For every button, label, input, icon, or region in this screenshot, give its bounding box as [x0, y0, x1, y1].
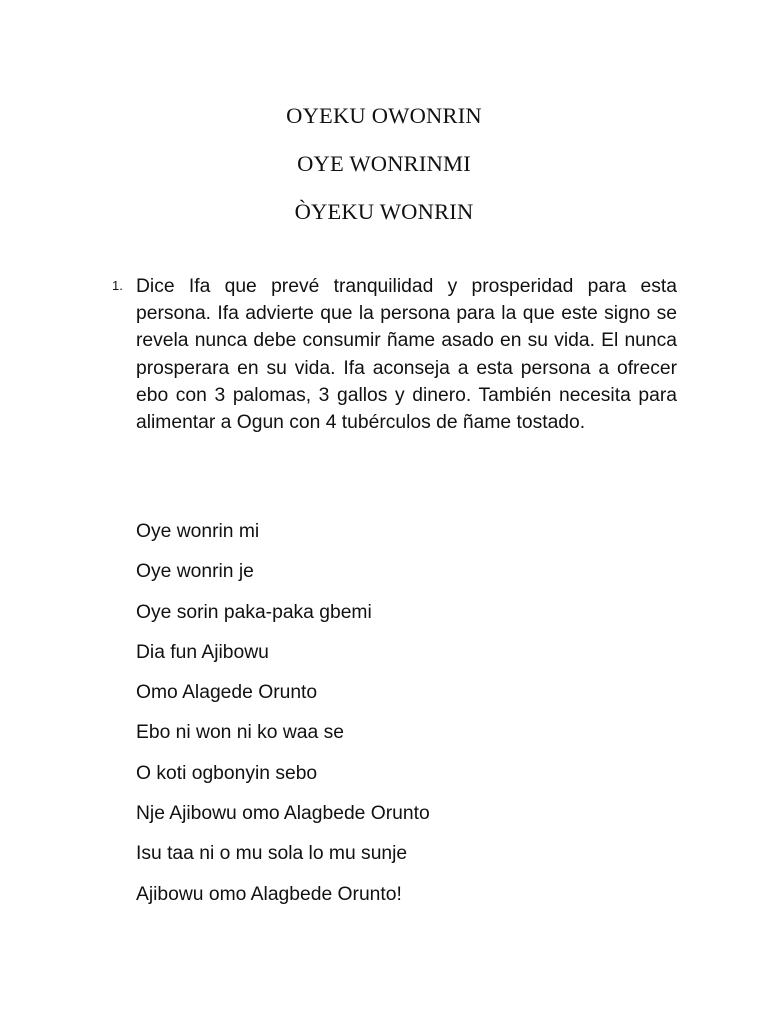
- paragraph-text: Dice Ifa que prevé tranquilidad y prosperidad para esta persona. Ifa advierte que la persona para la que este signo se revela nunca debe consumir ñame asado en su vida. El nunca prosperara en su vida. Ifa aconseja a esta persona a ofrecer ebo con 3 palomas, 3 gallos y dinero. También necesita para alimentar a Ogun con 4 tubérculos de ñame tostado.: [136, 276, 677, 434]
- verse-line: Oye wonrin mi: [136, 521, 260, 542]
- verse-list: [136, 518, 696, 921]
- verse-line: Isu taa ni o mu sola lo mu sunje: [136, 843, 408, 865]
- list-number: 1.: [112, 278, 123, 293]
- title-line-3: ÒYEKU WONRIN: [294, 199, 474, 224]
- verse-line: Omo Alagede Orunto: [136, 682, 318, 704]
- verse-line: Oye sorin paka-paka gbemi: [136, 601, 372, 623]
- title-block: [0, 92, 768, 236]
- title-line-1: OYEKU OWONRIN: [286, 103, 482, 128]
- verse-line: Ebo ni won ni ko waa se: [136, 722, 344, 744]
- verse-line: Ajibowu omo Alagbede Orunto!: [136, 883, 402, 905]
- verse-line: Oye wonrin je: [136, 561, 254, 583]
- verse-line: Dia fun Ajibowu: [136, 641, 269, 663]
- verse-line: Nje Ajibowu omo Alagbede Orunto: [136, 803, 430, 825]
- title-line-2: OYE WONRINMI: [297, 151, 471, 176]
- verse-line: O koti ogbonyin sebo: [136, 762, 318, 784]
